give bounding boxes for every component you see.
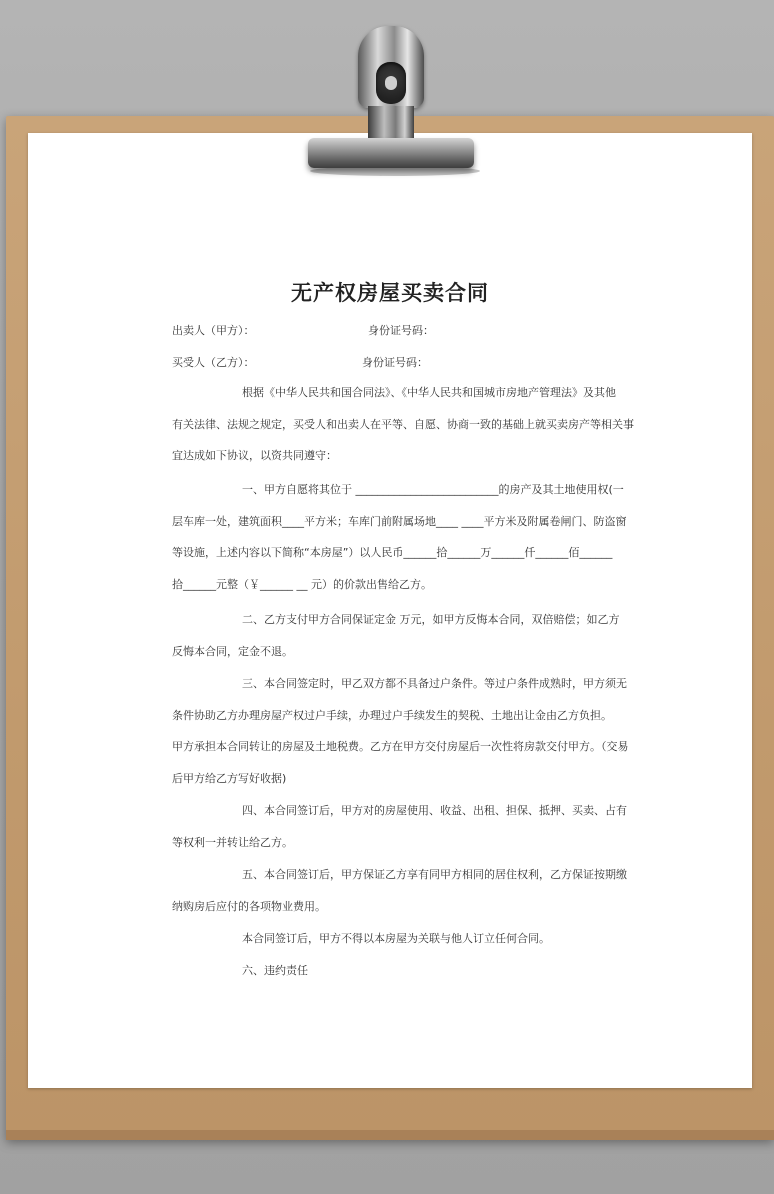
paragraph-line: 等权利一并转让给乙方。 bbox=[172, 835, 293, 849]
paragraph-line: 三、本合同签定时，甲乙双方都不具备过户条件。等过户条件成熟时，甲方须无 bbox=[242, 677, 627, 690]
paragraph-line: 四、本合同签订后，甲方对的房屋使用、收益、出租、担保、抵押、买卖、占有 bbox=[242, 804, 627, 817]
buyer-row bbox=[172, 354, 428, 370]
contract-paragraph bbox=[172, 604, 620, 667]
contract-paragraph bbox=[172, 795, 627, 858]
contract-paragraph bbox=[172, 923, 604, 955]
contract-paragraph bbox=[172, 668, 629, 794]
paragraph-line: 拾______元整（￥______ __ 元）的价款出售给乙方。 bbox=[172, 577, 432, 591]
buyer-label: 买受人（乙方）： bbox=[172, 356, 255, 369]
paragraph-line: 层车库一处，建筑面积____平方米；车库门前附属场地____ ____平方米及附属卷闸门、防盗窗 bbox=[172, 514, 627, 528]
paragraph-line: 五、本合同签订后，甲方保证乙方享有同甲方相同的居住权利，乙方保证按期缴 bbox=[242, 868, 627, 881]
paragraph-line: 反悔本合同，定金不退。 bbox=[172, 644, 293, 658]
binder-clip-icon bbox=[300, 26, 482, 176]
contract-paragraph bbox=[172, 955, 604, 987]
paragraph-line: 二、乙方支付甲方合同保证定金 万元，如甲方反悔本合同，双倍赔偿；如乙方 bbox=[242, 613, 620, 626]
paragraph-line: 有关法律、法规之规定，买受人和出卖人在平等、自愿、协商一致的基础上就买卖房产等相关事 bbox=[172, 417, 634, 431]
paragraph-line: 宜达成如下协议，以资共同遵守： bbox=[172, 449, 337, 463]
seller-row bbox=[172, 322, 434, 338]
contract-paragraph bbox=[172, 474, 627, 600]
buyer-id-label: 身份证号码： bbox=[362, 356, 428, 369]
seller-label: 出卖人（甲方）： bbox=[172, 324, 255, 337]
paragraph-line: 甲方承担本合同转让的房屋及土地税费。乙方在甲方交付房屋后一次性将房款交付甲方。（交易 bbox=[172, 740, 629, 754]
clipboard-edge bbox=[6, 1130, 774, 1140]
seller-id-label: 身份证号码： bbox=[368, 324, 434, 337]
paragraph-line: 根据《中华人民共和国合同法》、《中华人民共和国城市房地产管理法》及其他 bbox=[242, 386, 616, 399]
paragraph-line: 六、违约责任 bbox=[242, 964, 308, 977]
paragraph-line: 条件协助乙方办理房屋产权过户手续，办理过户手续发生的契税、土地出让金由乙方负担。 bbox=[172, 708, 612, 722]
paragraph-line: 纳购房后应付的各项物业费用。 bbox=[172, 899, 326, 913]
paragraph-line: 一、甲方自愿将其位于 __________________________的房产及其土地使用权(一 bbox=[242, 483, 624, 496]
contract-paragraph bbox=[172, 859, 627, 922]
clip-plate bbox=[308, 138, 474, 168]
contract-paragraph bbox=[172, 377, 634, 472]
clip-hole-highlight bbox=[385, 76, 397, 90]
paragraph-line: 等设施，上述内容以下简称“本房屋”）以人民币______拾______万______仟______佰______ bbox=[172, 546, 613, 560]
document-title: 无产权房屋买卖合同 bbox=[291, 281, 489, 305]
paragraph-line: 本合同签订后，甲方不得以本房屋为关联与他人订立任何合同。 bbox=[242, 932, 550, 945]
paragraph-line: 后甲方给乙方写好收据) bbox=[172, 771, 287, 785]
